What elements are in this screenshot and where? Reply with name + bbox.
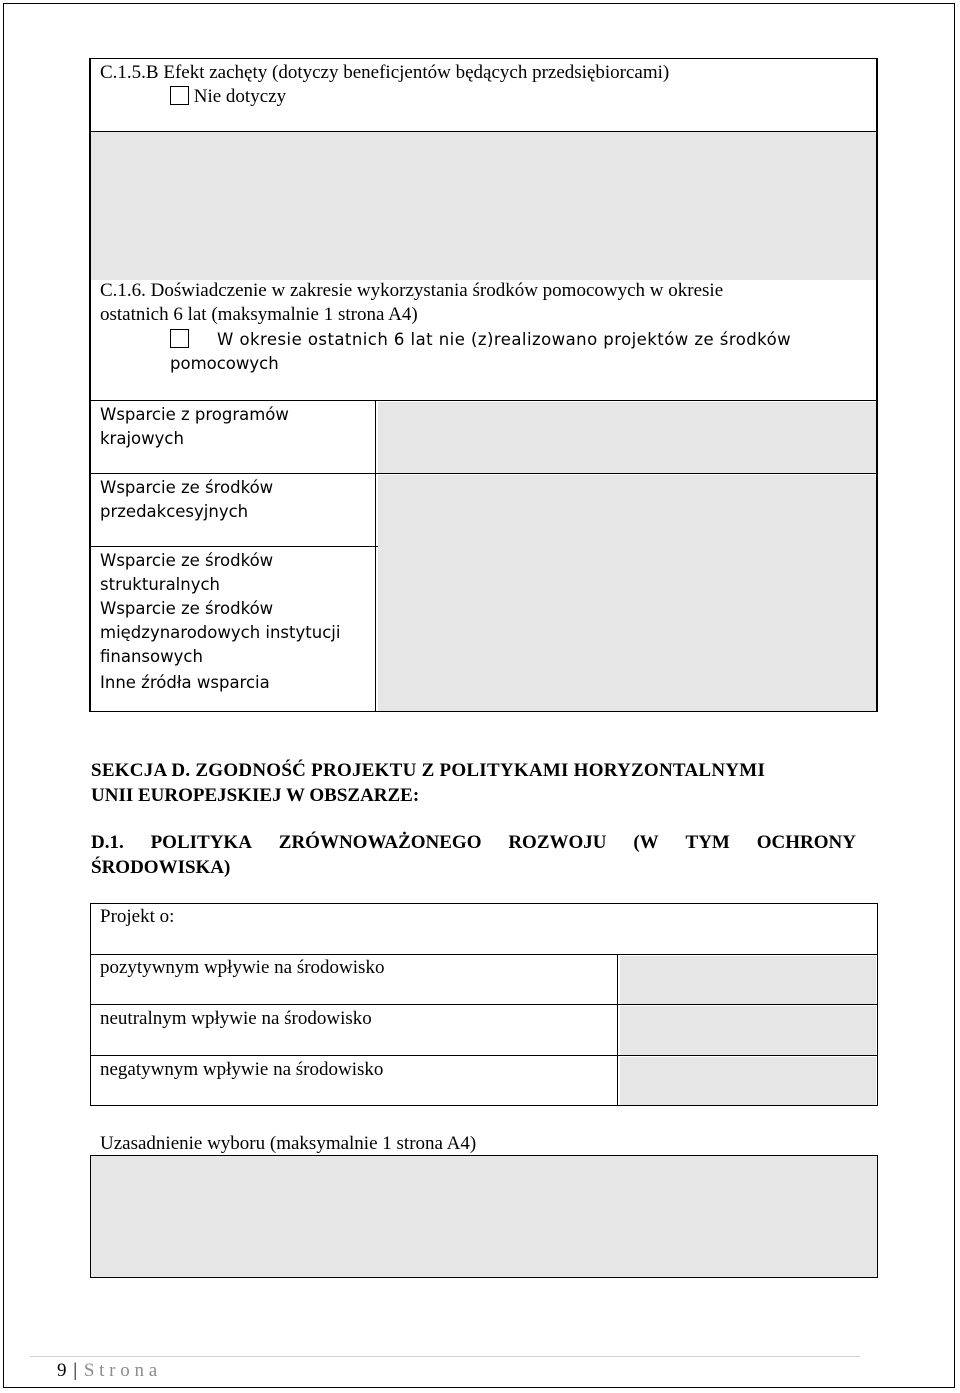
d1-heading-line1: D.1. POLITYKA ZRÓWNOWAŻONEGO ROZWOJU (W TYM OCHRONY — [91, 832, 856, 853]
c16-title-line1: C.1.6. Doświadczenie w zakresie wykorzystania środków pomocowych w okresie — [100, 280, 724, 301]
footer-rule — [30, 1356, 860, 1357]
c16-title-line2: ostatnich 6 lat (maksymalnie 1 strona A4) — [100, 304, 418, 325]
c15b-not-applicable-option[interactable] — [170, 85, 286, 109]
support-value-other[interactable] — [378, 475, 876, 711]
footer — [57, 1359, 157, 1383]
impact-negative-label: negatywnym wpływie na środowisko — [100, 1059, 384, 1080]
impact-neutral-label: neutralnym wpływie na środowisko — [100, 1008, 372, 1029]
d1-heading-line2: ŚRODOWISKA) — [91, 857, 231, 878]
not-applicable-label: Nie dotyczy — [193, 86, 287, 107]
checkbox-icon[interactable] — [170, 329, 189, 348]
no-projects-label-line2: pomocowych — [170, 354, 279, 373]
impact-positive-label: pozytywnym wpływie na środowisko — [100, 957, 385, 978]
page-number: 9 — [57, 1360, 67, 1381]
section-d-heading-line2: UNII EUROPEJSKIEJ W OBSZARZE: — [91, 785, 420, 806]
justification-label: Uzasadnienie wyboru (maksymalnie 1 strona A4) — [100, 1133, 477, 1154]
support-row-other: Inne źródła wsparcia — [100, 673, 270, 692]
no-projects-label-line1: W okresie ostatnich 6 lat nie (z)realizowano projektów ze środków — [217, 330, 792, 349]
c15b-answer-area[interactable] — [91, 132, 876, 280]
impact-positive-checkbox[interactable] — [620, 956, 876, 1004]
section-d-heading-line1: SEKCJA D. ZGODNOŚĆ PROJEKTU Z POLITYKAMI HORYZONTALNYMI — [91, 760, 766, 781]
support-row-international: Wsparcie ze środków międzynarodowych instytucji finansowych — [100, 599, 341, 666]
support-row-national: Wsparcie z programów krajowych — [100, 405, 289, 448]
footer-separator: | — [73, 1360, 78, 1381]
impact-neutral-checkbox[interactable] — [620, 1006, 876, 1055]
support-row-structural: Wsparcie ze środków strukturalnych — [100, 551, 274, 594]
c16-no-projects-option[interactable] — [170, 328, 868, 352]
impact-negative-checkbox[interactable] — [620, 1057, 876, 1105]
justification-answer-area[interactable] — [90, 1155, 878, 1278]
support-row-preaccession: Wsparcie ze środków przedakcesyjnych — [100, 478, 274, 521]
projekt-label: Projekt o: — [100, 906, 175, 927]
page-word: S t r o n a — [83, 1360, 158, 1381]
support-value-national[interactable] — [378, 402, 876, 473]
checkbox-icon[interactable] — [170, 86, 189, 105]
c15b-title: C.1.5.B Efekt zachęty (dotyczy beneficjentów będących przedsiębiorcami) — [100, 62, 670, 83]
